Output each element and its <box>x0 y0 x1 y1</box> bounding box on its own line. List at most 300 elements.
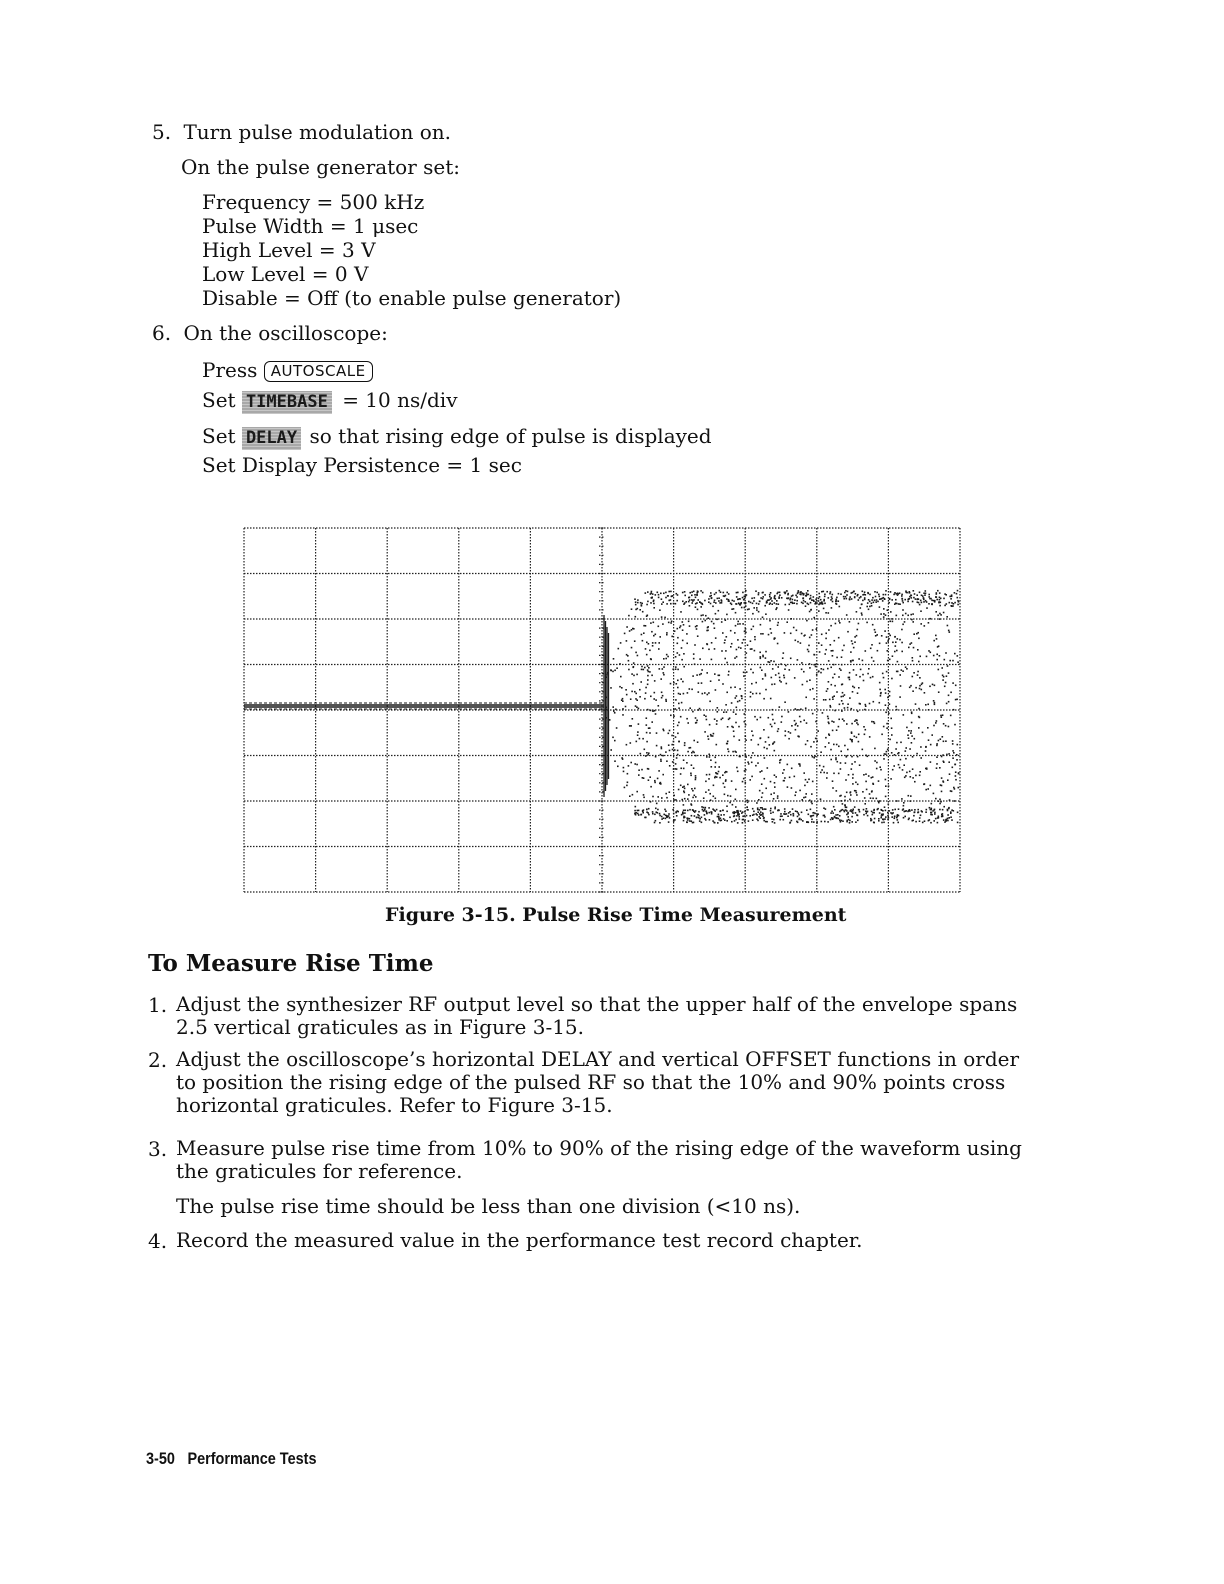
waveform-dot <box>695 796 697 798</box>
waveform-dot <box>829 593 831 595</box>
waveform-dot <box>777 797 779 799</box>
pulse-gen-setting: Frequency = 500 kHz <box>202 190 425 214</box>
waveform-dot <box>690 773 692 775</box>
waveform-dot <box>749 815 751 817</box>
waveform-dot <box>948 817 950 819</box>
waveform-dot <box>941 791 943 793</box>
waveform-dot <box>868 609 870 611</box>
waveform-dot <box>839 815 841 817</box>
waveform-dot <box>838 719 840 721</box>
waveform-dot <box>886 671 888 673</box>
waveform-dot <box>903 817 905 819</box>
waveform-dot <box>720 591 722 593</box>
waveform-dot <box>936 720 938 722</box>
waveform-dot <box>679 627 681 629</box>
step-text: On the oscilloscope: <box>183 321 388 345</box>
waveform-dot <box>788 731 790 733</box>
waveform-dot <box>679 693 681 695</box>
waveform-dot <box>824 594 826 596</box>
waveform-dot <box>635 652 637 654</box>
waveform-dot <box>666 816 668 818</box>
waveform-dot <box>938 669 940 671</box>
waveform-dot <box>674 749 676 751</box>
waveform-dot <box>851 723 853 725</box>
waveform-dot <box>663 672 665 674</box>
waveform-dot <box>936 743 938 745</box>
waveform-dot <box>790 658 792 660</box>
waveform-dot <box>934 702 936 704</box>
waveform-dot <box>725 650 727 652</box>
waveform-dot <box>858 658 860 660</box>
waveform-dot <box>852 812 854 814</box>
waveform-dot <box>790 732 792 734</box>
waveform-dot <box>646 741 648 743</box>
waveform-dot <box>764 747 766 749</box>
waveform-dot <box>942 714 944 716</box>
waveform-dot <box>817 730 819 732</box>
waveform-dot <box>877 601 879 603</box>
step-text: Turn pulse modulation on. <box>183 120 452 144</box>
waveform-dot <box>743 778 745 780</box>
pulse-gen-setting: Disable = Off (to enable pulse generator) <box>202 286 622 310</box>
waveform-dot <box>935 798 937 800</box>
waveform-dot <box>944 821 946 823</box>
waveform-dot <box>734 820 736 822</box>
waveform-dot <box>910 795 912 797</box>
waveform-dot <box>802 598 804 600</box>
waveform-dot <box>783 652 785 654</box>
waveform-dot <box>718 597 720 599</box>
waveform-dot <box>823 807 825 809</box>
waveform-dot <box>799 818 801 820</box>
waveform-dot <box>864 803 866 805</box>
waveform-dot <box>850 810 852 812</box>
waveform-dot <box>869 601 871 603</box>
waveform-dot <box>728 719 730 721</box>
waveform-dot <box>887 640 889 642</box>
waveform-dot <box>878 780 880 782</box>
waveform-dot <box>856 794 858 796</box>
waveform-dot <box>833 773 835 775</box>
waveform-dot <box>683 820 685 822</box>
waveform-dot <box>640 753 642 755</box>
waveform-dot <box>839 811 841 813</box>
waveform-dot <box>715 613 717 615</box>
waveform-dot <box>813 654 815 656</box>
waveform-dot <box>730 602 732 604</box>
waveform-dot <box>883 677 885 679</box>
waveform-dot <box>735 713 737 715</box>
waveform-dot <box>698 682 700 684</box>
waveform-dot <box>742 822 744 824</box>
waveform-dot <box>718 819 720 821</box>
waveform-dot <box>707 627 709 629</box>
waveform-dot <box>899 639 901 641</box>
waveform-dot <box>858 741 860 743</box>
waveform-dot <box>888 785 890 787</box>
waveform-dot <box>634 640 636 642</box>
waveform-dot <box>808 651 810 653</box>
waveform-dot <box>724 794 726 796</box>
waveform-dot <box>798 736 800 738</box>
waveform-dot <box>911 722 913 724</box>
waveform-dot <box>894 809 896 811</box>
waveform-dot <box>831 811 833 813</box>
waveform-dot <box>726 636 728 638</box>
waveform-dot <box>896 593 898 595</box>
waveform-dot <box>816 628 818 630</box>
waveform-dot <box>779 706 781 708</box>
waveform-dot <box>746 806 748 808</box>
waveform-dot <box>930 785 932 787</box>
waveform-dot <box>764 778 766 780</box>
waveform-dot <box>710 680 712 682</box>
waveform-dot <box>925 789 927 791</box>
waveform-dot <box>821 634 823 636</box>
waveform-dot <box>708 617 710 619</box>
waveform-dot <box>874 591 876 593</box>
waveform-dot <box>945 652 947 654</box>
waveform-dot <box>677 754 679 756</box>
section-step-2: 2. Adjust the oscilloscope’s horizontal DELAY and vertical OFFSET functions in order to position the rising edge of the pulsed RF so that the 10% and 90% points cross horizontal graticules. Refer to Figure 3-15. <box>148 1048 1028 1117</box>
waveform-dot <box>712 735 714 737</box>
waveform-dot <box>794 599 796 601</box>
waveform-dot <box>841 710 843 712</box>
waveform-dot <box>886 642 888 644</box>
waveform-dot <box>887 815 889 817</box>
waveform-dot <box>832 698 834 700</box>
waveform-dot <box>742 597 744 599</box>
waveform-dot <box>948 808 950 810</box>
waveform-dot <box>805 744 807 746</box>
waveform-dot <box>883 594 885 596</box>
waveform-dot <box>898 752 900 754</box>
waveform-dot <box>888 602 890 604</box>
waveform-dot <box>816 740 818 742</box>
rising-edge-trace <box>604 615 609 797</box>
waveform-dot <box>614 740 616 742</box>
waveform-dot <box>726 820 728 822</box>
waveform-dot <box>948 695 950 697</box>
waveform-dot <box>822 712 824 714</box>
waveform-dot <box>697 609 699 611</box>
waveform-dot <box>761 797 763 799</box>
waveform-dot <box>680 625 682 627</box>
waveform-dot <box>758 594 760 596</box>
waveform-dot <box>668 600 670 602</box>
waveform-dot <box>760 717 762 719</box>
waveform-dot <box>684 742 686 744</box>
waveform-dot <box>878 820 880 822</box>
waveform-dot <box>807 740 809 742</box>
waveform-dot <box>625 706 627 708</box>
waveform-dot <box>678 722 680 724</box>
waveform-dot <box>794 720 796 722</box>
waveform-dot <box>957 812 959 814</box>
waveform-dot <box>663 658 665 660</box>
waveform-dot <box>764 605 766 607</box>
waveform-dot <box>726 711 728 713</box>
waveform-dot <box>879 682 881 684</box>
waveform-dot <box>761 783 763 785</box>
waveform-dot <box>645 648 647 650</box>
waveform-dot <box>939 799 941 801</box>
waveform-dot <box>681 702 683 704</box>
waveform-dot <box>805 605 807 607</box>
waveform-dot <box>893 822 895 824</box>
waveform-dot <box>919 817 921 819</box>
waveform-dot <box>727 741 729 743</box>
waveform-dot <box>780 816 782 818</box>
waveform-dot <box>612 671 614 673</box>
waveform-dot <box>809 611 811 613</box>
waveform-dot <box>844 800 846 802</box>
waveform-dot <box>680 611 682 613</box>
waveform-dot <box>636 741 638 743</box>
waveform-dot <box>640 602 642 604</box>
waveform-dot <box>919 656 921 658</box>
waveform-dot <box>933 640 935 642</box>
waveform-dot <box>812 781 814 783</box>
waveform-dot <box>857 756 859 758</box>
waveform-dot <box>626 744 628 746</box>
waveform-dot <box>912 660 914 662</box>
waveform-dot <box>774 786 776 788</box>
waveform-dot <box>907 599 909 601</box>
waveform-dot <box>851 816 853 818</box>
waveform-dot <box>850 738 852 740</box>
waveform-dot <box>859 703 861 705</box>
waveform-dot <box>917 632 919 634</box>
waveform-dot <box>941 756 943 758</box>
waveform-dot <box>867 593 869 595</box>
waveform-dot <box>776 607 778 609</box>
waveform-dot <box>901 642 903 644</box>
waveform-dot <box>929 618 931 620</box>
waveform-dot <box>744 721 746 723</box>
waveform-dot <box>704 814 706 816</box>
waveform-dot <box>788 609 790 611</box>
waveform-dot <box>626 785 628 787</box>
waveform-dot <box>675 668 677 670</box>
waveform-dot <box>849 822 851 824</box>
waveform-dot <box>939 767 941 769</box>
waveform-dot <box>716 619 718 621</box>
waveform-dot <box>774 782 776 784</box>
waveform-dot <box>924 820 926 822</box>
waveform-dot <box>923 592 925 594</box>
waveform-dot <box>911 595 913 597</box>
waveform-dot <box>661 748 663 750</box>
waveform-dot <box>778 728 780 730</box>
waveform-dot <box>774 774 776 776</box>
waveform-dot <box>675 603 677 605</box>
waveform-dot <box>880 692 882 694</box>
waveform-dot <box>737 814 739 816</box>
waveform-dot <box>854 596 856 598</box>
waveform-dot <box>942 815 944 817</box>
waveform-dot <box>624 633 626 635</box>
waveform-dot <box>639 689 641 691</box>
waveform-dot <box>839 795 841 797</box>
waveform-dot <box>899 767 901 769</box>
waveform-dot <box>713 733 715 735</box>
waveform-dot <box>874 760 876 762</box>
waveform-dot <box>733 736 735 738</box>
waveform-dot <box>735 806 737 808</box>
waveform-dot <box>738 816 740 818</box>
waveform-dot <box>703 810 705 812</box>
waveform-dot <box>658 642 660 644</box>
waveform-dot <box>737 810 739 812</box>
waveform-dot <box>643 797 645 799</box>
waveform-dot <box>725 619 727 621</box>
waveform-dot <box>877 650 879 652</box>
waveform-dot <box>723 814 725 816</box>
waveform-dot <box>652 645 654 647</box>
waveform-dot <box>825 746 827 748</box>
waveform-dot <box>641 605 643 607</box>
waveform-dot <box>863 680 865 682</box>
waveform-dot <box>940 598 942 600</box>
waveform-dot <box>936 756 938 758</box>
waveform-dot <box>721 719 723 721</box>
waveform-dot <box>871 790 873 792</box>
waveform-dot <box>682 601 684 603</box>
waveform-dot <box>887 697 889 699</box>
waveform-dot <box>631 647 633 649</box>
waveform-dot <box>770 592 772 594</box>
waveform-dot <box>708 692 710 694</box>
waveform-dot <box>894 651 896 653</box>
waveform-dot <box>759 738 761 740</box>
waveform-dot <box>638 769 640 771</box>
waveform-dot <box>855 593 857 595</box>
waveform-dot <box>943 819 945 821</box>
waveform-dot <box>652 593 654 595</box>
waveform-dot <box>813 741 815 743</box>
waveform-dot <box>692 809 694 811</box>
waveform-dot <box>724 658 726 660</box>
waveform-dot <box>805 707 807 709</box>
waveform-dot <box>714 673 716 675</box>
waveform-dot <box>684 602 686 604</box>
waveform-dot <box>883 616 885 618</box>
waveform-dot <box>637 599 639 601</box>
waveform-dot <box>675 812 677 814</box>
waveform-dot <box>795 729 797 731</box>
waveform-dot <box>818 671 820 673</box>
waveform-dot <box>793 627 795 629</box>
waveform-dot <box>779 594 781 596</box>
waveform-dot <box>695 810 697 812</box>
waveform-dot <box>816 822 818 824</box>
waveform-dot <box>820 798 822 800</box>
waveform-dot <box>931 814 933 816</box>
waveform-dot <box>832 594 834 596</box>
timebase-softkey: TIMEBASE <box>242 391 332 414</box>
waveform-dot <box>683 759 685 761</box>
waveform-dot <box>745 596 747 598</box>
waveform-dot <box>849 596 851 598</box>
waveform-dot <box>684 798 686 800</box>
waveform-dot <box>682 813 684 815</box>
waveform-dot <box>665 699 667 701</box>
waveform-dot <box>712 820 714 822</box>
waveform-dot <box>928 820 930 822</box>
waveform-dot <box>950 598 952 600</box>
waveform-dot <box>715 592 717 594</box>
waveform-dot <box>733 730 735 732</box>
waveform-dot <box>687 784 689 786</box>
waveform-dot <box>715 762 717 764</box>
waveform-dot <box>840 751 842 753</box>
waveform-dot <box>726 598 728 600</box>
waveform-dot <box>705 716 707 718</box>
waveform-dot <box>705 615 707 617</box>
pulse-baseline-trace <box>244 703 604 709</box>
waveform-dot <box>847 703 849 705</box>
waveform-dot <box>619 686 621 688</box>
waveform-dot <box>810 815 812 817</box>
waveform-dot <box>821 769 823 771</box>
waveform-dot <box>809 663 811 665</box>
waveform-dot <box>862 594 864 596</box>
waveform-dot <box>691 788 693 790</box>
waveform-dot <box>815 738 817 740</box>
waveform-dot <box>628 669 630 671</box>
waveform-dot <box>733 608 735 610</box>
waveform-dot <box>740 602 742 604</box>
waveform-dot <box>791 820 793 822</box>
waveform-dot <box>679 654 681 656</box>
waveform-dot <box>813 815 815 817</box>
waveform-dot <box>883 758 885 760</box>
waveform-dot <box>704 809 706 811</box>
waveform-dot <box>842 803 844 805</box>
waveform-dot <box>653 600 655 602</box>
waveform-dot <box>770 698 772 700</box>
waveform-dot <box>865 704 867 706</box>
waveform-dot <box>849 799 851 801</box>
waveform-dot <box>686 762 688 764</box>
waveform-dot <box>666 760 668 762</box>
section-step-4: 4. Record the measured value in the performance test record chapter. <box>148 1229 1028 1252</box>
waveform-dot <box>873 822 875 824</box>
waveform-dot <box>794 602 796 604</box>
waveform-dot <box>875 631 877 633</box>
waveform-dot <box>851 731 853 733</box>
waveform-dot <box>843 645 845 647</box>
waveform-dot <box>610 670 612 672</box>
waveform-dot <box>802 603 804 605</box>
waveform-dot <box>867 602 869 604</box>
waveform-dot <box>746 594 748 596</box>
waveform-dot <box>897 822 899 824</box>
waveform-dot <box>874 748 876 750</box>
waveform-dot <box>879 689 881 691</box>
waveform-dot <box>766 821 768 823</box>
waveform-dot <box>708 754 710 756</box>
waveform-dot <box>801 602 803 604</box>
waveform-dot <box>708 778 710 780</box>
waveform-dot <box>714 718 716 720</box>
waveform-dot <box>677 594 679 596</box>
waveform-dot <box>677 643 679 645</box>
waveform-dot <box>675 799 677 801</box>
waveform-dot <box>885 614 887 616</box>
waveform-dot <box>925 746 927 748</box>
